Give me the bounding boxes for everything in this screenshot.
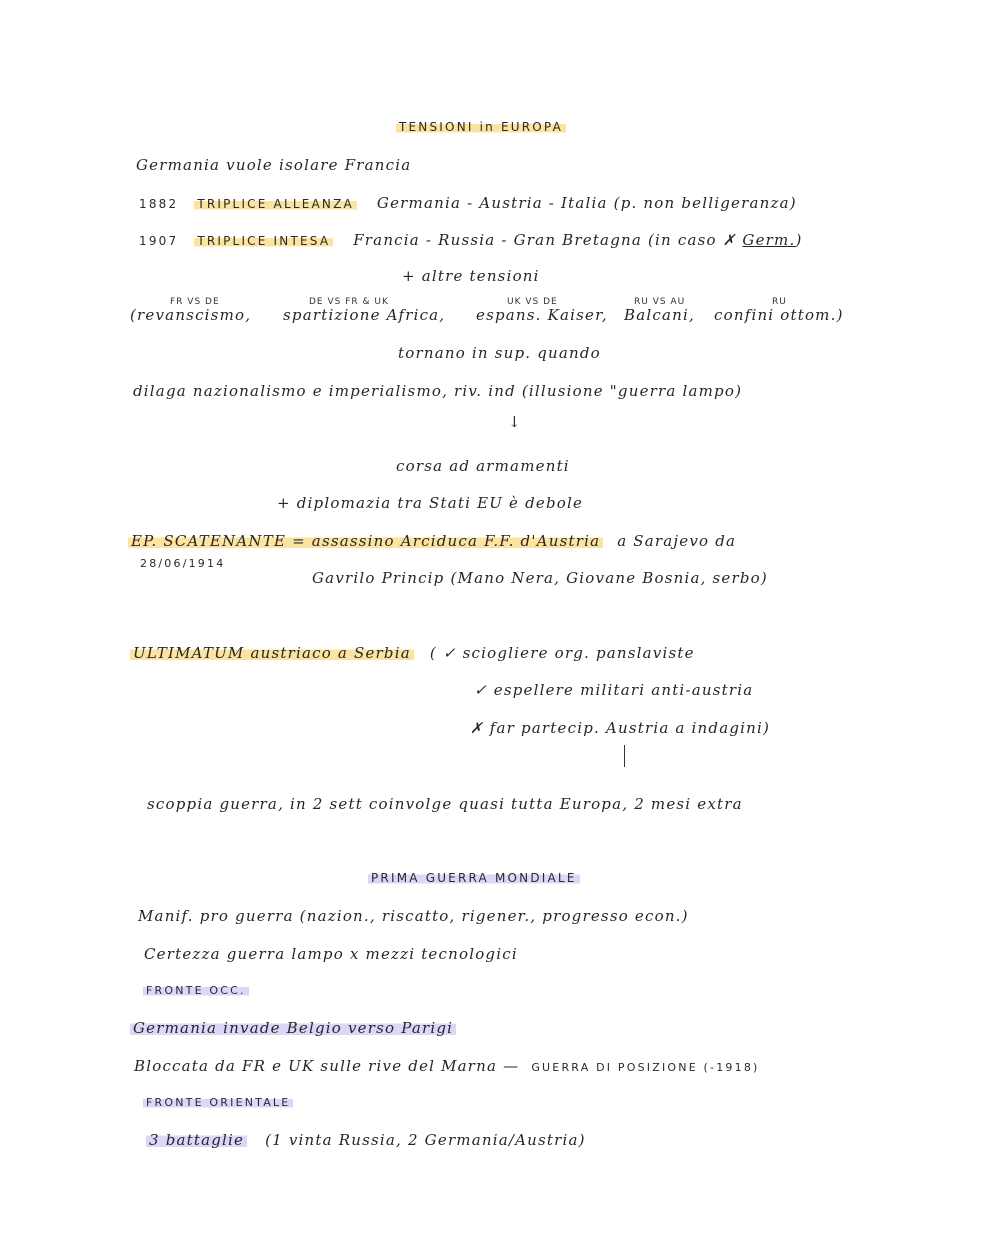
note-line-episodio	[128, 532, 736, 550]
fronte-occ-label	[143, 984, 249, 997]
tension-item-2: spartizione Africa,	[283, 306, 446, 324]
battaglie-highlight: 3 battaglie	[146, 1131, 247, 1149]
alleanza-members: Germania - Austria - Italia (p. non belligeranza)	[376, 194, 797, 212]
alleanza-name: TRIPLICE ALLEANZA	[194, 197, 357, 211]
tension-item-1: (revanscismo,	[130, 306, 252, 324]
intesa-name: TRIPLICE INTESA	[194, 234, 333, 248]
note-line-manif: Manif. pro guerra (nazion., riscatto, rigener., progresso econ.)	[138, 907, 689, 925]
page-title	[396, 120, 566, 134]
note-line-alleanza	[139, 194, 797, 212]
ultimatum-p2: ✓ espellere militari anti-austria	[474, 681, 754, 699]
episodio-highlight: EP. SCATENANTE = assassino Arciduca F.F. d'Austria	[128, 532, 603, 550]
tension-label-1: FR VS DE	[170, 297, 220, 307]
note-line-isolare: Germania vuole isolare Francia	[136, 156, 412, 174]
tension-label-3: UK VS DE	[507, 297, 558, 307]
section-title-pgm	[368, 871, 580, 885]
note-line-battaglie	[146, 1131, 586, 1149]
intesa-members: Francia - Russia - Gran Bretagna (in caso ✗	[353, 231, 737, 249]
note-line-ultimatum	[130, 644, 695, 662]
ultimatum-p3: ✗ far partecip. Austria a indagini)	[470, 719, 771, 737]
episodio-date: 28/06/1914	[140, 557, 226, 570]
title-highlight: TENSIONI in EUROPA	[396, 120, 566, 134]
note-line-corsa: corsa ad armamenti	[396, 457, 570, 475]
note-line-intesa	[139, 231, 803, 249]
tension-item-3: espans. Kaiser,	[476, 306, 608, 324]
note-line-certezza: Certezza guerra lampo x mezzi tecnologici	[144, 945, 518, 963]
battaglie-rest: (1 vinta Russia, 2 Germania/Austria)	[265, 1131, 586, 1149]
arrow-down-icon: ↓	[508, 413, 522, 431]
intesa-underlined: Germ.	[742, 231, 796, 249]
tension-item-5: confini ottom.)	[714, 306, 844, 324]
bloccata-text: Bloccata da FR e UK sulle rive del Marna —	[134, 1057, 520, 1075]
note-line-dilaga: dilaga nazionalismo e imperialismo, riv. ind (illusione "guerra lampo)	[133, 382, 743, 400]
episodio-rest: a Sarajevo da	[617, 532, 737, 550]
tension-label-5: RU	[772, 297, 787, 307]
ultimatum-highlight: ULTIMATUM austriaco a Serbia	[130, 644, 414, 662]
fronte-orientale-label	[143, 1096, 293, 1109]
note-line-tornano: tornano in sup. quando	[398, 344, 601, 362]
tension-item-4: Balcani,	[624, 306, 695, 324]
note-line-diplomazia: + diplomazia tra Stati EU è debole	[277, 494, 584, 512]
fronte-occ-highlight: FRONTE OCC.	[143, 984, 249, 997]
invade-highlight: Germania invade Belgio verso Parigi	[130, 1019, 456, 1037]
fronte-orientale-highlight: FRONTE ORIENTALE	[143, 1096, 293, 1109]
intesa-close: )	[795, 231, 803, 249]
note-line-invade	[130, 1019, 456, 1037]
year-1882: 1882	[139, 197, 179, 211]
episodio-by: Gavrilo Princip (Mano Nera, Giovane Bosnia, serbo)	[312, 569, 768, 587]
year-1907: 1907	[139, 234, 179, 248]
note-line-altre: + altre tensioni	[402, 267, 540, 285]
tension-label-4: RU VS AU	[634, 297, 686, 307]
tension-label-2: DE VS FR & UK	[309, 297, 389, 307]
connector-line	[624, 745, 625, 767]
guerra-posizione: GUERRA DI POSIZIONE (-1918)	[531, 1061, 760, 1074]
ultimatum-p1: ( ✓ sciogliere org. panslaviste	[429, 644, 695, 662]
note-line-bloccata	[134, 1057, 760, 1075]
note-line-scoppia: scoppia guerra, in 2 sett coinvolge quasi tutta Europa, 2 mesi extra	[147, 795, 743, 813]
pgm-highlight: PRIMA GUERRA MONDIALE	[368, 871, 580, 885]
